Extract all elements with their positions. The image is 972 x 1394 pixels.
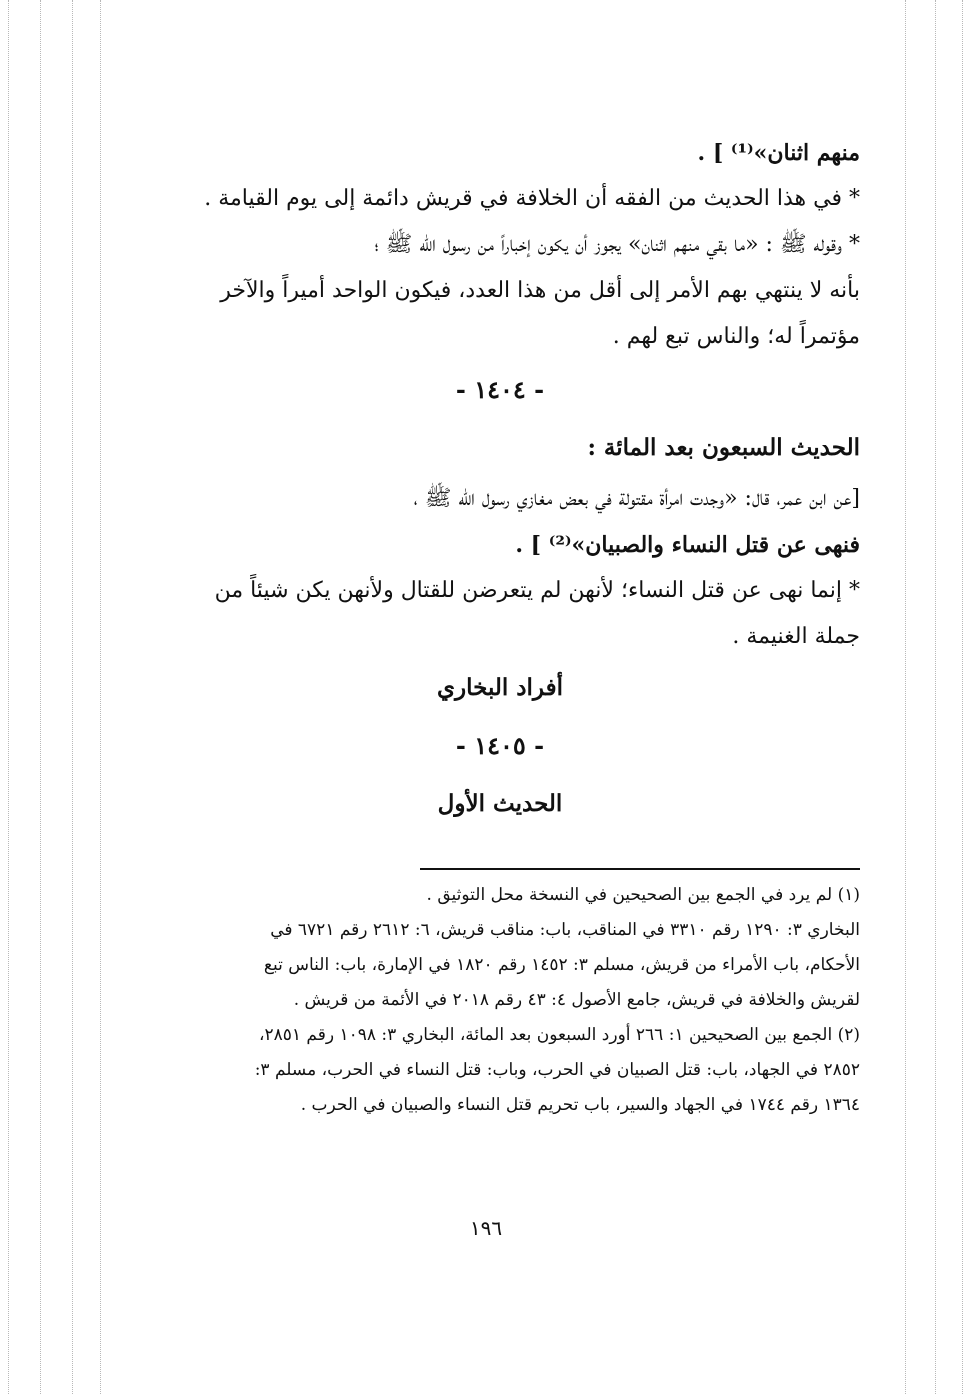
text-line: جملة الغنيمة . <box>732 624 860 649</box>
scan-line-left-4 <box>100 0 101 1394</box>
scan-line-right-3 <box>962 0 963 1394</box>
text-line: [عن ابن عمر، قال: «وجدت امرأة مقتولة في بعض مغازي رسول الله ﷺ ، <box>413 486 860 511</box>
scan-line-left-1 <box>8 0 9 1394</box>
page-body <box>140 130 860 1123</box>
hadith-heading: الحديث السبعون بعد المائة : <box>587 434 860 461</box>
footnote-line: البخاري ٣: ١٢٩٠ رقم ٣٣١٠ في المناقب، باب: مناقب قريش، ٦: ٢٦١٢ رقم ٦٧٢١ في <box>270 920 860 940</box>
footnote-line: (٢) الجمع بين الصحيحين ١: ٢٦٦ أورد السبعون بعد المائة، البخاري ٣: ١٠٩٨ رقم ٢٨٥١، <box>259 1025 860 1045</box>
footnote-line: لقريش والخلافة في قريش، جامع الأصول ٤: ٤٣ رقم ٢٠١٨ في الأئمة من قريش . <box>293 990 860 1010</box>
footnote-line: الأحكام، باب الأمراء من قريش، مسلم ٣: ١٤٥٢ رقم ١٨٢٠ في الإمارة، باب: الناس تبع <box>263 955 860 975</box>
text-line: بأنه لا ينتهي بهم الأمر إلى أقل من هذا العدد، فيكون الواحد أميراً والآخر <box>220 278 860 303</box>
text-line: * إنما نهى عن قتل النساء؛ لأنهن لم يتعرضن للقتال ولأنهن يكن شيئاً من <box>214 578 860 603</box>
hadith-number-1404: - ١٤٠٤ - <box>455 375 545 404</box>
text-line: فنهى عن قتل النساء والصبيان»⁽²⁾ ] . <box>515 532 860 558</box>
footnote-line: (١) لم يرد في الجمع بين الصحيحين في النسخة محل التوثيق . <box>426 885 860 905</box>
text-line: * وقوله ﷺ : «ما بقي منهم اثنان» يجوز أن يكون إخباراً من رسول الله ﷺ ؛ <box>374 232 860 257</box>
footnote-line: ١٣٦٤ رقم ١٧٤٤ في الجهاد والسير، باب تحريم قتل النساء والصبيان في الحرب . <box>300 1095 860 1115</box>
hadith-number-1405: - ١٤٠٥ - <box>455 731 545 760</box>
footnote-line: ٢٨٥٢ في الجهاد، باب: قتل الصبيان في الحرب، وباب: قتل النساء في الحرب، مسلم ٣: <box>254 1060 860 1080</box>
footnote-separator <box>420 868 860 870</box>
scan-line-left-3 <box>72 0 73 1394</box>
first-hadith-title: الحديث الأول <box>437 790 563 817</box>
scan-line-right-1 <box>905 0 906 1394</box>
scan-line-right-2 <box>935 0 936 1394</box>
page-number: ١٩٦ <box>469 1216 503 1240</box>
text-line: منهم اثنان»⁽¹⁾ ] . <box>697 140 860 166</box>
text-line: * في هذا الحديث من الفقه أن الخلافة في قريش دائمة إلى يوم القيامة . <box>204 186 860 211</box>
text-line: مؤتمراً له؛ والناس تبع لهم . <box>612 324 860 349</box>
scan-line-left-2 <box>40 0 41 1394</box>
section-title: أفراد البخاري <box>436 674 564 701</box>
